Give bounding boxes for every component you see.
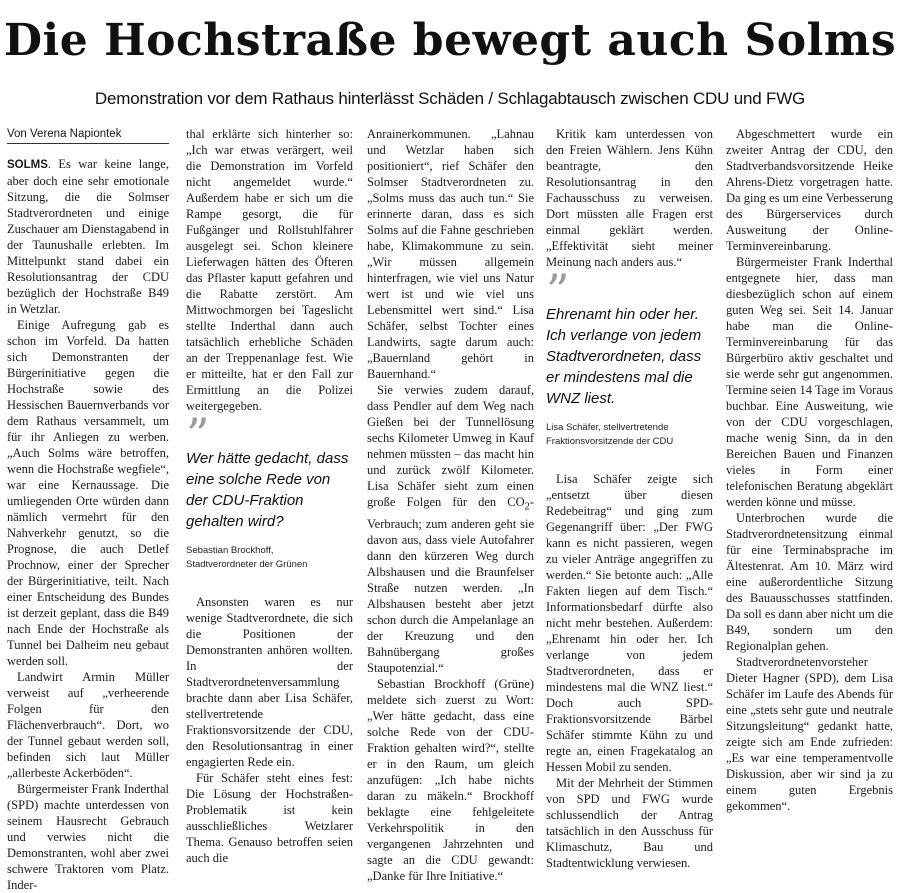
article-column-4	[546, 126, 713, 870]
paragraph: Bürgermeister Frank Inderthal (SPD) machte unterdessen von seinem Hausrecht Gebrauch und verwies nicht die Demonstranten, wohl aber zwei schwere Traktoren vom Platz. Inder-	[7, 782, 169, 892]
paragraph: Sebastian Brockhoff (Grüne) meldete sich zuerst zu Wort: „Wer hätte gedacht, dass eine solche Rede von der CDU-Fraktion gehalten wird?“, stellte er in den Raum, um gleich anzufügen: „Ich habe nichts daran zu mäkeln.“ Brockhoff beklagte eine fehlgeleitete Verkehrspolitik in den vergangenen Jahrzehnten und sagte an die CDU gewandt: „Danke für Ihre Initiative.“	[367, 676, 534, 883]
paragraph: Landwirt Armin Müller verweist auf „verheerende Folgen für den Flächenverbrauch“. Dort, wo der Tunnel gebaut werden soll, befinden sich laut Müller „allerbeste Ackerböden“.	[7, 670, 169, 780]
paragraph: Einige Aufregung gab es schon im Vorfeld. Da hatten sich Demonstranten der Bürgerinitiative gegen die Hochstraße sowie des Hessischen Bauernverbands vor dem Rathaus versammelt, um für ihr Anliegen zu werben. „Auch Solms wäre betroffen, wenn die Hochstraße wegfiele“, war eine Kernaussage. Die umliegenden Orte würden dann nämlich vermehrt für den Nahverkehr genutzt, so die Prognose, die auch Detlef Prochnow, einer der Sprecher der Bürgerinitiative, teilt. Nach einer Entscheidung des Bundes ist derzeit geplant, dass die B49 nach Ende der Hochstraße als Tunnel bei Dalheim neu gebaut werden soll.	[7, 318, 169, 668]
pull-quote-schaefer	[546, 264, 713, 449]
paragraph: Lisa Schäfer zeigte sich „entsetzt über diesen Redebeitrag“ und ging zum Gegenangriff über: „Der FWG kann es nicht passieren, wegen zu vieler Anträge angegriffen zu werden.“ Sie betonte auch: „Alle Fakten liegen auf dem Tisch.“ Informationsbedarf dürfte also nicht mehr bestehen. Außerdem: „Ehrenamt hin oder her. Ich verlange von jedem Stadtverordneten, dass er mindestens mal die WNZ liest.“ Doch auch SPD-Fraktionsvorsitzende Bärbel Schäfer stimmte Kühn zu und regte an, einen Fragekatalog an Hessen Mobil zu senden.	[546, 472, 713, 774]
article-column-2	[186, 126, 353, 865]
byline: Von Verena Napiontek	[7, 126, 169, 144]
pull-quote-source: Sebastian Brockhoff, Stadtverordneter der Grünen	[186, 545, 308, 570]
paragraph: Unterbrochen wurde die Stadtverordnetensitzung einmal für eine Terminabsprache im Ältestenrat. Am 10. März wird eine außerordentliche Sitzung des Bauausschusses stattfinden. Da soll es dann aber nicht um die B49, sondern um den Regionalplan gehen.	[726, 511, 893, 653]
pull-quote-text: Ehrenamt hin oder her. Ich verlange von jedem Stadtverordneten, dass er mindestens mal die WNZ liest.	[546, 306, 702, 407]
paragraph: Bürgermeister Frank Inderthal entgegnete hier, dass man diesbezüglich schon auf einem guten Weg sei. Seit 14. Januar habe man die Online-Terminvereinbarung für das Bürgerbüro aktiv geschaltet und sie werde sehr gut angenommen. Termine seien 14 Tage im Voraus buchbar. Eine Ausweitung, wie von der CDU vorgeschlagen, mache wenig Sinn, da in den Bereichen Bauen und Finanzen vieles in Form einer telefonischen Beratung abgeklärt werden könne und müsse.	[726, 255, 893, 509]
subheadline: Demonstration vor dem Rathaus hinterlässt Schäden / Schlagabtausch zwischen CDU und FWG	[94, 89, 806, 108]
article-column-5	[726, 126, 893, 813]
pull-quote-source: Lisa Schäfer, stellvertretende Fraktionsvorsitzende der CDU	[546, 422, 674, 447]
quote-mark-icon: ”	[186, 408, 204, 462]
article-column-1	[7, 126, 169, 892]
pull-quote-text: Wer hätte gedacht, dass eine solche Rede von der CDU-Fraktion gehalten wird?	[186, 450, 349, 530]
paragraph: Abgeschmettert wurde ein zweiter Antrag der CDU, den Stadtverbandsvorsitzende Heike Ahrens-Dietz vorgetragen hatte. Da ging es um eine Verbesserung des Bürgerservices durch Ausweitung der Online-Terminvereinbarung.	[726, 127, 893, 253]
dateline: SOLMS	[7, 159, 48, 171]
paragraph: Anrainerkommunen. „Lahnau und Wetzlar haben sich positioniert“, rief Schäfer den Solmser Stadtverordneten zu. „Solms muss das auch tun.“ Sie erinnerte daran, dass es sich Solms auf die Fahne geschrieben habe, Klimakommune zu sein. „Wir müssen allgemein hinterfragen, wie viel uns Natur wert ist und wie viel uns Lebensmittel wert sind.“ Lisa Schäfer, selbst Tochter eines Landwirts, sagte darum auch: „Bauernland gehört in Bauernhand.“	[367, 127, 534, 381]
paragraph: SOLMS. Es war keine lange, aber doch eine sehr emotionale Sitzung, die die Solmser Stadtverordneten und einige Zuschauer am Dienstagabend in der Taunushalle erlebten. Im Mittelpunkt stand dabei ein Resolutionsantrag der CDU bezüglich der Hochstraße B49 in Wetzlar.	[7, 157, 169, 316]
headline: Die Hochstraße bewegt auch Solms	[3, 15, 897, 66]
quote-mark-icon: ”	[546, 264, 564, 318]
pull-quote-brockhoff	[186, 408, 353, 572]
paragraph: Sie verwies zudem darauf, dass Pendler auf dem Weg nach Gießen bei der Tunnellösung sechs Kilometer Umweg in Kauf nehmen müssten – das macht hin und zurück zwölf Kilometer. Lisa Schäfer sieht zum einen große Folgen für den $CO_2$-Verbrauch; zum anderen geht sie davon aus, dass viele Autofahrer dann den kürzeren Weg durch Albshausen und die Braunfelser Straße nutzen werden. „In Albshausen besteht aber jetzt schon durch die Ampelanlage an der Kreuzung und den Bahnübergang großes Staupotenzial.“	[367, 383, 534, 675]
paragraph: thal erklärte sich hinterher so: „Ich war etwas verärgert, weil die Demonstration im Vorfeld nicht angemeldet wurde.“ Außerdem habe er sich um die Rampe gesorgt, die für Fußgänger und Rollstuhlfahrer ausgelegt sei. Schon kleinere Lieferwagen hätten des Öfteren das Pflaster kaputt gefahren und die Rabatte zerstört. Am Mittwochmorgen bei Tageslicht stellte Inderthal dann auch tatsächlich erhebliche Schäden an der Treppenanlage fest. Wie er mitteilte, hat er den Fall zur Ermittlung an die Polizei weitergegeben.	[186, 127, 353, 413]
paragraph: Stadtverordnetenvorsteher Dieter Hagner (SPD), dem Lisa Schäfer im Laufe des Abends für eine „stets sehr gute und neutrale Sitzungsleitung“ gedankt hatte, zeigte sich am Ende zufrieden: „Es war eine temperamentvolle Diskussion, aber wir sind ja zu einem guten Ergebnis gekommen“.	[726, 655, 893, 813]
paragraph: Mit der Mehrheit der Stimmen von SPD und FWG wurde schlussendlich der Antrag tatsächlich in den Ausschuss für Klimaschutz, Bau und Stadtentwicklung verwiesen.	[546, 776, 713, 870]
article-column-3	[367, 126, 534, 883]
paragraph: Kritik kam unterdessen von den Freien Wählern. Jens Kühn beantragte, den Resolutionsantrag in den Fachausschuss zu verweisen. Dort müssten alle Fragen erst einmal geklärt werden. „Effektivität sieht meiner Meinung nach anders aus.“	[546, 127, 713, 269]
paragraph: Ansonsten waren es nur wenige Stadtverordnete, die sich die Positionen der Demonstranten anhören wollten. In der Stadtverordnetenversammlung brachte dann aber Lisa Schäfer, stellvertretende Fraktionsvorsitzende der CDU, den Resolutionsantrag in einer engagierten Rede ein.	[186, 595, 353, 769]
paragraph: Für Schäfer steht eines fest: Die Lösung der Hochstraßen-Problematik ist kein ausschließliches Wetzlarer Thema. Genauso betroffen seien auch die	[186, 771, 353, 865]
